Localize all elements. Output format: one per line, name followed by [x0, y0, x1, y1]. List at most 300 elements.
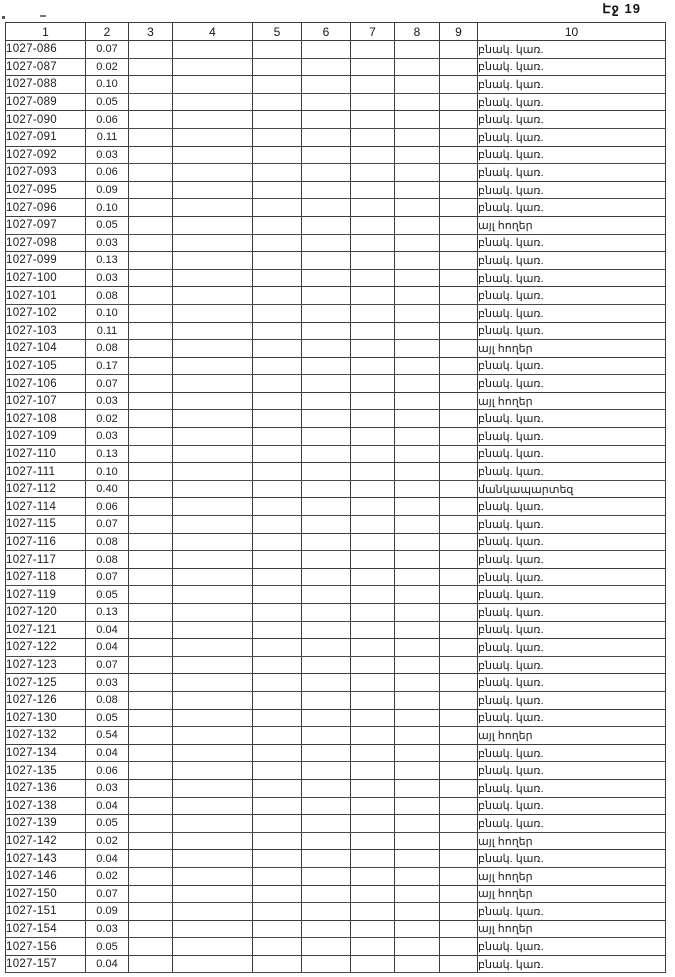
empty-cell: [395, 551, 440, 569]
empty-cell: [129, 832, 173, 850]
empty-cell: [129, 762, 173, 780]
area-cell: 0.05: [86, 709, 129, 727]
empty-cell: [129, 568, 173, 586]
empty-cell: [440, 955, 478, 973]
empty-cell: [395, 287, 440, 305]
empty-cell: [395, 533, 440, 551]
land-use-cell: այլ հողեր: [478, 392, 666, 410]
parcel-id-cell: 1027-132: [6, 727, 86, 745]
table-row: [6, 392, 666, 410]
parcel-id-cell: 1027-138: [6, 797, 86, 815]
empty-cell: [253, 304, 302, 322]
empty-cell: [351, 375, 395, 393]
empty-cell: [302, 938, 351, 956]
empty-cell: [173, 463, 253, 481]
empty-cell: [302, 797, 351, 815]
area-cell: 0.10: [86, 463, 129, 481]
parcel-id-cell: 1027-151: [6, 903, 86, 921]
empty-cell: [440, 445, 478, 463]
land-use-cell: բնակ. կառ.: [478, 287, 666, 305]
empty-cell: [440, 234, 478, 252]
empty-cell: [351, 903, 395, 921]
empty-cell: [253, 604, 302, 622]
empty-cell: [253, 674, 302, 692]
empty-cell: [395, 93, 440, 111]
empty-cell: [440, 428, 478, 446]
area-cell: 0.07: [86, 375, 129, 393]
parcel-id-cell: 1027-114: [6, 498, 86, 516]
empty-cell: [173, 621, 253, 639]
empty-cell: [173, 375, 253, 393]
empty-cell: [173, 516, 253, 534]
area-cell: 0.03: [86, 146, 129, 164]
empty-cell: [440, 920, 478, 938]
empty-cell: [440, 621, 478, 639]
empty-cell: [129, 903, 173, 921]
area-cell: 0.07: [86, 568, 129, 586]
empty-cell: [351, 938, 395, 956]
empty-cell: [173, 111, 253, 129]
empty-cell: [253, 181, 302, 199]
empty-cell: [395, 604, 440, 622]
empty-cell: [395, 938, 440, 956]
empty-cell: [129, 322, 173, 340]
empty-cell: [395, 586, 440, 604]
empty-cell: [351, 885, 395, 903]
empty-cell: [302, 867, 351, 885]
land-use-cell: բնակ. կառ.: [478, 744, 666, 762]
empty-cell: [129, 304, 173, 322]
empty-cell: [173, 551, 253, 569]
empty-cell: [302, 445, 351, 463]
empty-cell: [129, 498, 173, 516]
empty-cell: [129, 252, 173, 270]
area-cell: 0.06: [86, 164, 129, 182]
empty-cell: [440, 656, 478, 674]
empty-cell: [395, 234, 440, 252]
parcel-id-cell: 1027-105: [6, 357, 86, 375]
parcel-id-cell: 1027-146: [6, 867, 86, 885]
table-row: [6, 164, 666, 182]
parcel-id-cell: 1027-106: [6, 375, 86, 393]
empty-cell: [129, 340, 173, 358]
empty-cell: [395, 639, 440, 657]
table-row: [6, 41, 666, 59]
parcel-id-cell: 1027-134: [6, 744, 86, 762]
empty-cell: [395, 498, 440, 516]
table-row: [6, 498, 666, 516]
parcel-id-cell: 1027-097: [6, 216, 86, 234]
empty-cell: [440, 516, 478, 534]
empty-cell: [351, 551, 395, 569]
empty-cell: [395, 762, 440, 780]
empty-cell: [440, 727, 478, 745]
empty-cell: [302, 164, 351, 182]
empty-cell: [395, 181, 440, 199]
empty-cell: [302, 410, 351, 428]
empty-cell: [253, 410, 302, 428]
land-use-cell: այլ հողեր: [478, 216, 666, 234]
empty-cell: [395, 480, 440, 498]
table-row: [6, 304, 666, 322]
land-use-cell: բնակ. կառ.: [478, 639, 666, 657]
parcel-id-cell: 1027-087: [6, 58, 86, 76]
land-use-cell: այլ հողեր: [478, 867, 666, 885]
empty-cell: [129, 181, 173, 199]
area-cell: 0.09: [86, 903, 129, 921]
empty-cell: [173, 216, 253, 234]
table-row: [6, 815, 666, 833]
column-header-6: 6: [302, 23, 351, 41]
empty-cell: [351, 252, 395, 270]
empty-cell: [253, 146, 302, 164]
column-header-7: 7: [351, 23, 395, 41]
table-row: [6, 146, 666, 164]
area-cell: 0.03: [86, 674, 129, 692]
empty-cell: [395, 903, 440, 921]
table-row: [6, 128, 666, 146]
empty-cell: [351, 445, 395, 463]
empty-cell: [302, 533, 351, 551]
empty-cell: [302, 304, 351, 322]
empty-cell: [351, 691, 395, 709]
table-row: [6, 516, 666, 534]
empty-cell: [351, 410, 395, 428]
empty-cell: [440, 93, 478, 111]
empty-cell: [173, 480, 253, 498]
empty-cell: [351, 832, 395, 850]
area-cell: 0.13: [86, 604, 129, 622]
area-cell: 0.07: [86, 516, 129, 534]
empty-cell: [351, 850, 395, 868]
parcel-id-cell: 1027-108: [6, 410, 86, 428]
empty-cell: [440, 498, 478, 516]
empty-cell: [253, 779, 302, 797]
empty-cell: [440, 304, 478, 322]
parcel-id-cell: 1027-150: [6, 885, 86, 903]
table-row: [6, 375, 666, 393]
land-use-cell: բնակ. կառ.: [478, 955, 666, 973]
empty-cell: [351, 234, 395, 252]
land-use-cell: մանկապարտեզ: [478, 480, 666, 498]
area-cell: 0.02: [86, 832, 129, 850]
empty-cell: [253, 709, 302, 727]
land-use-cell: բնակ. կառ.: [478, 551, 666, 569]
parcel-id-cell: 1027-142: [6, 832, 86, 850]
empty-cell: [129, 551, 173, 569]
land-use-cell: այլ հողեր: [478, 340, 666, 358]
empty-cell: [253, 867, 302, 885]
empty-cell: [302, 128, 351, 146]
empty-cell: [302, 586, 351, 604]
empty-cell: [351, 164, 395, 182]
empty-cell: [351, 463, 395, 481]
empty-cell: [395, 340, 440, 358]
table-row: [6, 58, 666, 76]
area-cell: 0.06: [86, 498, 129, 516]
empty-cell: [351, 639, 395, 657]
empty-cell: [253, 938, 302, 956]
land-use-cell: բնակ. կառ.: [478, 938, 666, 956]
land-use-cell: այլ հողեր: [478, 885, 666, 903]
empty-cell: [395, 269, 440, 287]
table-row: [6, 199, 666, 217]
column-header-10: 10: [478, 23, 666, 41]
empty-cell: [253, 392, 302, 410]
empty-cell: [253, 234, 302, 252]
table-row: [6, 111, 666, 129]
parcel-id-cell: 1027-111: [6, 463, 86, 481]
area-cell: 0.03: [86, 920, 129, 938]
empty-cell: [351, 111, 395, 129]
empty-cell: [129, 76, 173, 94]
area-cell: 0.11: [86, 322, 129, 340]
parcel-id-cell: 1027-098: [6, 234, 86, 252]
land-use-cell: բնակ. կառ.: [478, 691, 666, 709]
empty-cell: [302, 551, 351, 569]
empty-cell: [351, 392, 395, 410]
empty-cell: [302, 340, 351, 358]
land-use-cell: բնակ. կառ.: [478, 111, 666, 129]
area-cell: 0.13: [86, 252, 129, 270]
empty-cell: [253, 621, 302, 639]
parcel-id-cell: 1027-095: [6, 181, 86, 199]
empty-cell: [129, 533, 173, 551]
empty-cell: [440, 199, 478, 217]
empty-cell: [395, 164, 440, 182]
empty-cell: [129, 850, 173, 868]
land-use-cell: բնակ. կառ.: [478, 164, 666, 182]
area-cell: 0.08: [86, 691, 129, 709]
empty-cell: [302, 93, 351, 111]
empty-cell: [253, 516, 302, 534]
parcel-id-cell: 1027-093: [6, 164, 86, 182]
empty-cell: [440, 815, 478, 833]
empty-cell: [351, 920, 395, 938]
empty-cell: [173, 322, 253, 340]
empty-cell: [351, 93, 395, 111]
empty-cell: [395, 322, 440, 340]
parcel-id-cell: 1027-156: [6, 938, 86, 956]
area-cell: 0.06: [86, 111, 129, 129]
empty-cell: [395, 76, 440, 94]
empty-cell: [351, 516, 395, 534]
parcel-id-cell: 1027-130: [6, 709, 86, 727]
empty-cell: [173, 920, 253, 938]
empty-cell: [440, 938, 478, 956]
empty-cell: [395, 885, 440, 903]
empty-cell: [351, 762, 395, 780]
empty-cell: [440, 762, 478, 780]
empty-cell: [173, 76, 253, 94]
empty-cell: [440, 744, 478, 762]
empty-cell: [173, 181, 253, 199]
empty-cell: [351, 779, 395, 797]
empty-cell: [129, 867, 173, 885]
empty-cell: [302, 58, 351, 76]
empty-cell: [253, 797, 302, 815]
land-use-cell: բնակ. կառ.: [478, 410, 666, 428]
parcel-id-cell: 1027-099: [6, 252, 86, 270]
empty-cell: [440, 357, 478, 375]
parcel-id-cell: 1027-118: [6, 568, 86, 586]
empty-cell: [253, 445, 302, 463]
area-cell: 0.05: [86, 815, 129, 833]
table-row: [6, 779, 666, 797]
table-row: [6, 357, 666, 375]
area-cell: 0.02: [86, 867, 129, 885]
land-use-cell: բնակ. կառ.: [478, 375, 666, 393]
land-use-cell: բնակ. կառ.: [478, 815, 666, 833]
column-header-2: 2: [86, 23, 129, 41]
empty-cell: [253, 744, 302, 762]
parcel-id-cell: 1027-122: [6, 639, 86, 657]
empty-cell: [440, 850, 478, 868]
empty-cell: [302, 199, 351, 217]
empty-cell: [173, 304, 253, 322]
empty-cell: [440, 146, 478, 164]
empty-cell: [173, 568, 253, 586]
area-cell: 0.04: [86, 797, 129, 815]
empty-cell: [253, 216, 302, 234]
land-use-cell: բնակ. կառ.: [478, 533, 666, 551]
empty-cell: [395, 41, 440, 59]
empty-cell: [129, 586, 173, 604]
empty-cell: [173, 498, 253, 516]
empty-cell: [253, 920, 302, 938]
empty-cell: [173, 691, 253, 709]
empty-cell: [395, 428, 440, 446]
land-use-cell: բնակ. կառ.: [478, 357, 666, 375]
empty-cell: [351, 287, 395, 305]
empty-cell: [302, 744, 351, 762]
empty-cell: [173, 762, 253, 780]
empty-cell: [440, 392, 478, 410]
parcel-id-cell: 1027-119: [6, 586, 86, 604]
empty-cell: [440, 340, 478, 358]
empty-cell: [253, 375, 302, 393]
empty-cell: [129, 93, 173, 111]
empty-cell: [395, 111, 440, 129]
empty-cell: [253, 656, 302, 674]
empty-cell: [173, 744, 253, 762]
empty-cell: [351, 76, 395, 94]
empty-cell: [173, 639, 253, 657]
land-use-cell: բնակ. կառ.: [478, 850, 666, 868]
table-row: [6, 709, 666, 727]
empty-cell: [395, 463, 440, 481]
empty-cell: [173, 656, 253, 674]
empty-cell: [302, 392, 351, 410]
empty-cell: [302, 111, 351, 129]
table-row: [6, 216, 666, 234]
land-use-cell: բնակ. կառ.: [478, 498, 666, 516]
empty-cell: [351, 304, 395, 322]
empty-cell: [253, 762, 302, 780]
land-use-cell: բնակ. կառ.: [478, 252, 666, 270]
empty-cell: [253, 727, 302, 745]
empty-cell: [440, 568, 478, 586]
empty-cell: [129, 938, 173, 956]
empty-cell: [129, 955, 173, 973]
empty-cell: [173, 779, 253, 797]
scan-artifact-dot: [2, 16, 5, 19]
empty-cell: [351, 428, 395, 446]
area-cell: 0.40: [86, 480, 129, 498]
empty-cell: [253, 164, 302, 182]
empty-cell: [395, 445, 440, 463]
table-row: [6, 551, 666, 569]
area-cell: 0.04: [86, 850, 129, 868]
empty-cell: [302, 375, 351, 393]
empty-cell: [440, 586, 478, 604]
table-row: [6, 410, 666, 428]
area-cell: 0.05: [86, 93, 129, 111]
land-use-cell: բնակ. կառ.: [478, 516, 666, 534]
empty-cell: [173, 815, 253, 833]
area-cell: 0.03: [86, 269, 129, 287]
parcel-id-cell: 1027-096: [6, 199, 86, 217]
land-use-cell: բնակ. կառ.: [478, 463, 666, 481]
empty-cell: [173, 586, 253, 604]
empty-cell: [129, 797, 173, 815]
empty-cell: [302, 604, 351, 622]
empty-cell: [173, 234, 253, 252]
empty-cell: [440, 533, 478, 551]
empty-cell: [253, 428, 302, 446]
parcel-id-cell: 1027-123: [6, 656, 86, 674]
table-row: [6, 903, 666, 921]
empty-cell: [440, 128, 478, 146]
empty-cell: [395, 568, 440, 586]
column-header-5: 5: [253, 23, 302, 41]
table-row: [6, 850, 666, 868]
empty-cell: [253, 639, 302, 657]
parcel-id-cell: 1027-102: [6, 304, 86, 322]
empty-cell: [129, 815, 173, 833]
empty-cell: [440, 322, 478, 340]
empty-cell: [351, 199, 395, 217]
table-row: [6, 586, 666, 604]
empty-cell: [302, 516, 351, 534]
empty-cell: [302, 903, 351, 921]
column-header-9: 9: [440, 23, 478, 41]
empty-cell: [351, 498, 395, 516]
empty-cell: [302, 41, 351, 59]
empty-cell: [440, 111, 478, 129]
table-row: [6, 234, 666, 252]
area-cell: 0.02: [86, 410, 129, 428]
empty-cell: [173, 269, 253, 287]
empty-cell: [302, 815, 351, 833]
empty-cell: [440, 480, 478, 498]
empty-cell: [173, 252, 253, 270]
parcel-id-cell: 1027-157: [6, 955, 86, 973]
empty-cell: [173, 410, 253, 428]
area-cell: 0.08: [86, 551, 129, 569]
empty-cell: [351, 674, 395, 692]
empty-cell: [173, 287, 253, 305]
empty-cell: [302, 568, 351, 586]
land-use-cell: բնակ. կառ.: [478, 903, 666, 921]
empty-cell: [302, 955, 351, 973]
empty-cell: [129, 234, 173, 252]
parcel-id-cell: 1027-104: [6, 340, 86, 358]
empty-cell: [302, 322, 351, 340]
area-cell: 0.02: [86, 58, 129, 76]
land-use-cell: բնակ. կառ.: [478, 621, 666, 639]
empty-cell: [253, 815, 302, 833]
